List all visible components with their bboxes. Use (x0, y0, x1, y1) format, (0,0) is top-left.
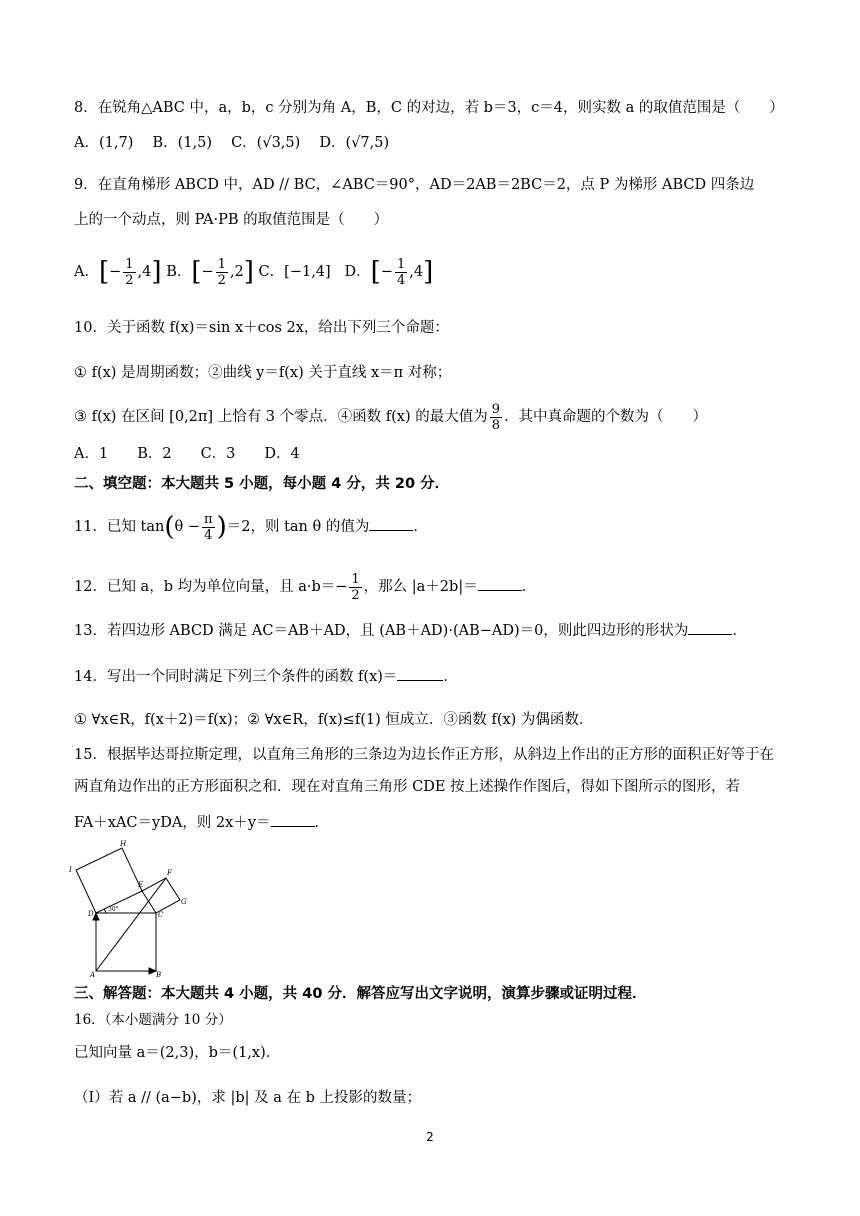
answer-blank-14[interactable] (397, 666, 443, 681)
question-10-proposition-3: ③ f(x) 在区间 [0,2π] 上恰有 3 个零点．④函数 f(x) 的最大值为 $\frac{9}{8}$ ．其中真命题的个数为（ ） (74, 401, 707, 433)
arrowhead-d (93, 913, 99, 920)
question-8-options: A．(1,7) B．(1,5) C．(√3,5) D．(√7,5) (74, 135, 390, 151)
question-10-proposition-1: ① f(x) 是周期函数；②曲线 y＝f(x) 关于直线 x＝π 对称； (74, 365, 452, 381)
pythagorean-figure (60, 838, 210, 978)
question-10-stem: 10．关于函数 f(x)＝sin x＋cos 2x，给出下列三个命题： (74, 320, 449, 336)
question-16-header: 16．（本小题满分 10 分） (74, 1012, 232, 1028)
fraction-one-half-b: $\frac{1}{2}$ (217, 256, 226, 288)
question-16-part-1: （Ⅰ）若 a // (a−b)，求 |b| 及 a 在 b 上投影的数量； (74, 1090, 421, 1106)
question-16-given: 已知向量 a＝(2,3)，b＝(1,x)． (74, 1045, 281, 1061)
label-b: B (156, 971, 162, 978)
option-d-label: D． (344, 264, 371, 280)
label-i: I (69, 866, 72, 874)
fraction-one-quarter: $\frac{1}{4}$ (396, 256, 406, 288)
question-15-line2: 两直角边作出的正方形面积之和．现在对直角三角形 CDE 按上述操作作图后，得如下图所示的图形，若 (74, 779, 741, 795)
label-f: F (167, 869, 172, 877)
fraction-nine-eighths: $\frac{9}{8}$ (491, 401, 500, 433)
fraction-one-half: $\frac{1}{2}$ (125, 256, 134, 288)
square-dcba (96, 913, 156, 971)
question-9-options: A．[− $\frac{1}{2}$ ,4] B．[− $\frac{1}{2}$ ,2] C．[−1,4] D．[− $\frac{1}{4}$ ,4] (74, 256, 434, 288)
option-b-label: B． (166, 264, 192, 280)
label-c: C (158, 911, 164, 919)
answer-blank-11[interactable] (369, 516, 413, 531)
answer-blank-12[interactable] (478, 576, 522, 591)
label-angle: 30° (108, 906, 119, 913)
section-3-heading: 三、解答题：本大题共 4 小题，共 40 分．解答应写出文字说明，演算步骤或证明过程． (74, 986, 647, 1002)
answer-blank-13[interactable] (688, 620, 732, 635)
option-a-label: A． (74, 264, 99, 280)
page-number: 2 (426, 1130, 434, 1144)
question-14-conditions: ① ∀x∈R，f(x＋2)＝f(x)；② ∀x∈R，f(x)≤f(1) 恒成立．③函数 f(x) 为偶函数． (74, 712, 594, 728)
question-13: 13．若四边形 ABCD 满足 AC＝AB＋AD，且 (AB＋AD)·(AB−AD)＝0，则此四边形的形状为 ． (74, 620, 747, 641)
answer-blank-15[interactable] (271, 812, 315, 827)
label-a: A (90, 971, 96, 978)
question-11: 11．已知 tan(θ − $\frac{\pi}{4}$ )＝2，则 tan θ 的值为 ． (74, 511, 428, 543)
option-c-label: C． (258, 264, 285, 280)
label-h: H (120, 840, 127, 848)
angle-arc (104, 909, 106, 913)
arrowhead-b (149, 968, 156, 974)
section-2-heading: 二、填空题：本大题共 5 小题，每小题 4 分，共 20 分． (74, 476, 450, 492)
question-14: 14．写出一个同时满足下列三个条件的函数 f(x)＝ ． (74, 666, 458, 687)
label-g: G (181, 898, 187, 906)
label-e: E (138, 881, 144, 889)
option-c-value: [−1,4] (284, 264, 331, 280)
label-d: D (88, 910, 94, 918)
question-10-options: A．1 B．2 C．3 D．4 (74, 446, 300, 462)
question-15-line3: FA＋xAC＝yDA，则 2x＋y＝ ． (74, 812, 329, 833)
fraction-one-half-q12: $\frac{1}{2}$ (351, 571, 360, 603)
question-9-stem: 9．在直角梯形 ABCD 中，AD // BC，∠ABC＝90°，AD＝2AB＝2BC＝2，点 P 为梯形 ABCD 四条边 (74, 177, 755, 193)
question-9-stem-line2: 上的一个动点，则 PA·PB 的取值范围是（ ） (74, 212, 389, 228)
square-de (76, 848, 142, 913)
fraction-pi-over-4: $\frac{\pi}{4}$ (204, 511, 213, 543)
question-12: 12．已知 a，b 均为单位向量，且 a·b＝− $\frac{1}{2}$ ，那么 |a＋2b|＝ ． (74, 571, 537, 603)
question-15-line1: 15．根据毕达哥拉斯定理，以直角三角形的三条边为边长作正方形，从斜边上作出的正方形的面积正好等于在 (74, 747, 774, 763)
question-8-stem: 8．在锐角△ABC 中，a，b，c 分别为角 A，B，C 的对边，若 b＝3，c＝4，则实数 a 的取值范围是（ ） (74, 100, 784, 116)
square-ec (142, 878, 180, 913)
